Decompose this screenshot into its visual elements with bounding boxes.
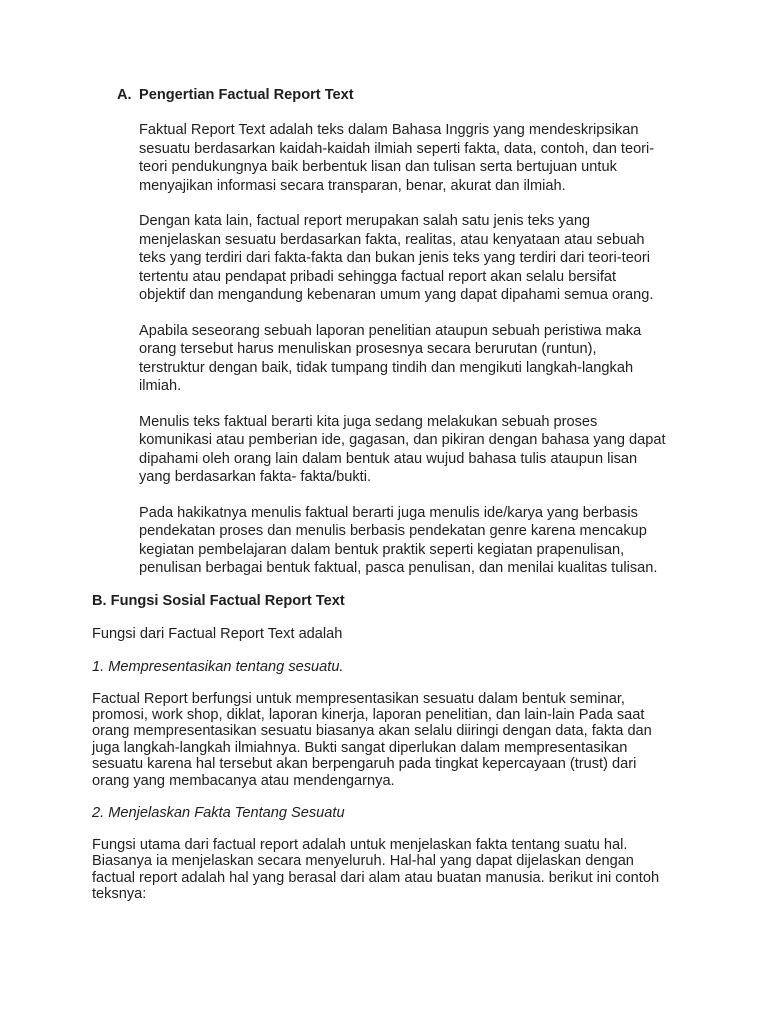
item-1-title: 1. Mempresentasikan tentang sesuatu. [92,658,344,675]
section-a-paragraph: Menulis teks faktual berarti kita juga sedang melakukan sebuah proses komunikasi atau pemberian ide, gagasan, dan pikiran dengan bahasa yang dapat dipahami oleh orang lain dalam bentuk atau wujud bahasa tulis ataupun lisan yang berdasarkan fakta- fakta/bukti. [139,413,666,485]
section-a-title: Pengertian Factual Report Text [139,87,354,103]
section-a-paragraph: Faktual Report Text adalah teks dalam Bahasa Inggris yang mendeskripsikan sesuatu berdasarkan kaidah-kaidah ilmiah seperti fakta, data, contoh, dan teori- teori pendukungnya baik berbentuk lisan dan tulisan serta bertujuan untuk menyajikan informasi secara transparan, benar, akurat dan ilmiah. [139,122,655,194]
section-a-letter: A. [117,87,132,103]
section-a [0,86,768,578]
section-a-paragraph: Dengan kata lain, factual report merupakan salah satu jenis teks yang menjelaskan sesuatu berdasarkan fakta, realitas, atau kenyataan atau sebuah teks yang terdiri dari fakta-fakta dan bukan jenis teks yang terdiri dari teori-teori tertentu atau pendapat pribadi sehingga factual report akan selalu bersifat objektif dan mengandung kebenaran umum yang dapat dipahami semua orang. [139,213,654,303]
section-a-paragraph: Apabila seseorang sebuah laporan penelitian ataupun sebuah peristiwa maka orang tersebut harus menuliskan prosesnya secara berurutan (runtun), terstruktur dengan baik, tidak tumpang tindih dan mengikuti langkah-langkah ilmiah. [139,322,642,394]
section-b-title: B. Fungsi Sosial Factual Report Text [92,592,345,609]
section-a-heading [117,86,682,104]
section-b-intro: Fungsi dari Factual Report Text adalah [92,625,343,642]
item-1-text: Factual Report berfungsi untuk mempresentasikan sesuatu dalam bentuk seminar, promosi, work shop, diklat, laporan kinerja, laporan penelitian, dan lain-lain Pada saat orang mempresentasikan sesuatu biasanya akan selalu diiringi dengan data, fakta dan juga langkah-langkah ilmiahnya. Bukti sangat diperlukan dalam mempresentasikan sesuatu karena hal tersebut akan berpengaruh pada tingkat kepercayaan (trust) dari orang yang membacanya atau mendengarnya. [92,690,652,789]
item-2-text: Fungsi utama dari factual report adalah untuk menjelaskan fakta tentang suatu hal. Biasanya ia menjelaskan secara menyeluruh. Hal-hal yang dapat dijelaskan dengan factual report adalah hal yang berasal dari alam atau buatan manusia. berikut ini contoh teksnya: [92,836,660,903]
section-b [0,592,768,903]
section-a-paragraph: Pada hakikatnya menulis faktual berarti juga menulis ide/karya yang berbasis pendekatan proses dan menulis berbasis pendekatan genre karena mencakup kegiatan pembelajaran dalam bentuk praktik seperti kegiatan prapenulisan, penulisan berbagai bentuk faktual, pasca penulisan, dan menilai kualitas tulisan. [139,504,658,576]
item-2-title: 2. Menjelaskan Fakta Tentang Sesuatu [92,804,345,821]
